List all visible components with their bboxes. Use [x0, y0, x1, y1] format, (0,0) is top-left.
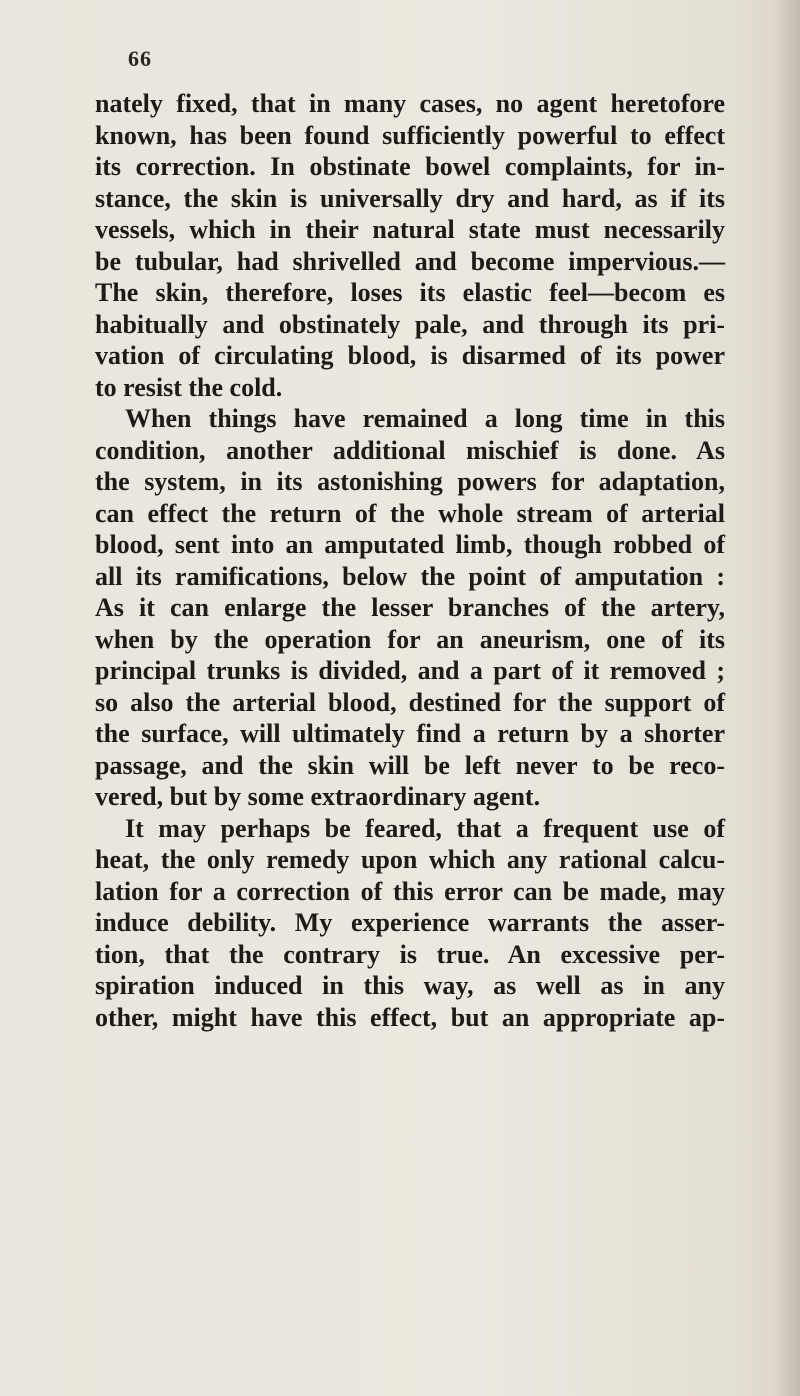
text-line: passage, and the skin will be left never to be reco- [95, 750, 725, 780]
text-line: when by the operation for an aneurism, one of its [95, 624, 725, 654]
text-line: nately fixed, that in many cases, no agent heretofore [95, 89, 725, 118]
page-edge-shadow [774, 0, 800, 1396]
text-line: As it can enlarge the lesser branches of the artery, [95, 593, 725, 622]
text-line: the surface, will ultimately find a return by a shorter [95, 719, 725, 748]
body-text [95, 88, 725, 1033]
text-line: habitually and obstinately pale, and through its pri- [95, 309, 725, 339]
text-line: When things have remained a long time in this [125, 404, 725, 433]
text-line: lation for a correction of this error can be made, may [95, 876, 725, 906]
text-line: spiration induced in this way, as well as in any [95, 971, 725, 1000]
text-line: condition, another additional mischief is done. As [95, 435, 725, 465]
text-line: the system, in its astonishing powers for adaptation, [95, 467, 725, 496]
text-line: heat, the only remedy upon which any rational calcu- [95, 845, 725, 874]
text-line: can effect the return of the whole stream of arterial [95, 498, 725, 528]
text-line: blood, sent into an amputated limb, though robbed of [95, 530, 725, 559]
text-line: to resist the cold. [95, 372, 283, 402]
text-line: vation of circulating blood, is disarmed of its power [95, 341, 725, 370]
text-line: The skin, therefore, loses its elastic feel—becom es [95, 278, 725, 307]
text-line: all its ramifications, below the point of amputation : [95, 561, 725, 591]
text-line: other, might have this effect, but an appropriate ap- [95, 1002, 725, 1032]
text-line: induce debility. My experience warrants the asser- [95, 908, 725, 937]
page-number: 66 [128, 46, 152, 71]
text-line: stance, the skin is universally dry and hard, as if its [95, 183, 725, 213]
text-line: be tubular, had shrivelled and become impervious.— [95, 246, 725, 276]
text-line: It may perhaps be feared, that a frequent use of [125, 813, 725, 843]
text-line: known, has been found sufficiently powerful to effect [95, 120, 725, 150]
text-line: principal trunks is divided, and a part of it removed ; [95, 656, 725, 685]
text-line: tion, that the contrary is true. An excessive per- [95, 939, 725, 969]
text-line: vessels, which in their natural state must necessarily [95, 215, 725, 244]
text-line: vered, but by some extraordinary agent. [95, 782, 541, 811]
text-line: its correction. In obstinate bowel complaints, for in- [95, 152, 725, 181]
text-line: so also the arterial blood, destined for the support of [95, 687, 725, 717]
